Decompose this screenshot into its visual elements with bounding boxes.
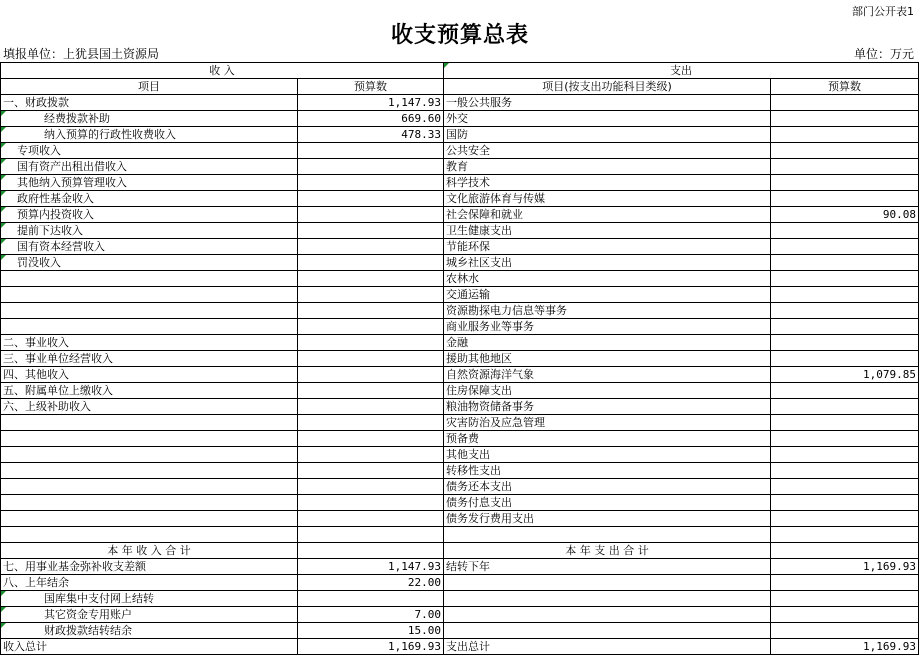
income-value-cell	[298, 287, 444, 303]
expense-item-cell: 转移性支出	[444, 463, 771, 479]
expense-item-cell	[444, 623, 771, 639]
expense-item-cell	[444, 591, 771, 607]
expense-value-cell	[771, 591, 919, 607]
income-value-cell	[298, 527, 444, 543]
income-item-cell	[1, 447, 298, 463]
expense-value-cell	[771, 447, 919, 463]
income-item-cell	[1, 319, 298, 335]
income-value-cell: 7.00	[298, 607, 444, 623]
table-row	[1, 191, 919, 207]
income-value-cell	[298, 463, 444, 479]
expense-value-cell	[771, 335, 919, 351]
income-value-cell	[298, 479, 444, 495]
column-header-row	[1, 79, 919, 95]
expense-item-cell: 债务发行费用支出	[444, 511, 771, 527]
table-row	[1, 463, 919, 479]
expense-item-cell: 一般公共服务	[444, 95, 771, 111]
income-section-header: 收 入	[1, 63, 444, 79]
income-item-cell: 经费拨款补助	[1, 111, 298, 127]
expense-item-cell: 教育	[444, 159, 771, 175]
expense-item-cell: 债务还本支出	[444, 479, 771, 495]
table-row	[1, 111, 919, 127]
income-value-cell	[298, 335, 444, 351]
income-item-cell: 七、用事业基金弥补收支差额	[1, 559, 298, 575]
income-value-cell	[298, 543, 444, 559]
expense-item-header: 项目(按支出功能科目类级)	[444, 79, 771, 95]
expense-item-cell: 粮油物资储备事务	[444, 399, 771, 415]
table-row	[1, 479, 919, 495]
table-row	[1, 383, 919, 399]
expense-value-cell	[771, 223, 919, 239]
income-value-cell	[298, 447, 444, 463]
income-value-cell: 478.33	[298, 127, 444, 143]
page-title: 收支预算总表	[390, 23, 529, 48]
expense-value-cell	[771, 255, 919, 271]
expense-value-cell	[771, 623, 919, 639]
table-row	[1, 575, 919, 591]
income-item-cell	[1, 431, 298, 447]
income-item-cell: 国有资本经营收入	[1, 239, 298, 255]
expense-value-cell	[771, 415, 919, 431]
expense-value-cell	[771, 111, 919, 127]
expense-value-cell	[771, 495, 919, 511]
table-row	[1, 543, 919, 559]
expense-value-cell	[771, 303, 919, 319]
income-value-cell: 15.00	[298, 623, 444, 639]
expense-item-cell: 援助其他地区	[444, 351, 771, 367]
income-value-cell	[298, 255, 444, 271]
expense-item-cell: 卫生健康支出	[444, 223, 771, 239]
expense-item-cell: 预备费	[444, 431, 771, 447]
expense-value-cell	[771, 95, 919, 111]
expense-item-cell: 节能环保	[444, 239, 771, 255]
expense-value-cell	[771, 351, 919, 367]
table-row	[1, 239, 919, 255]
income-value-cell	[298, 367, 444, 383]
table-row	[1, 335, 919, 351]
income-item-cell: 提前下达收入	[1, 223, 298, 239]
expense-item-cell: 支出总计	[444, 639, 771, 655]
expense-item-cell: 交通运输	[444, 287, 771, 303]
income-item-cell: 六、上级补助收入	[1, 399, 298, 415]
table-row	[1, 591, 919, 607]
income-item-cell	[1, 287, 298, 303]
table-row	[1, 287, 919, 303]
income-value-cell	[298, 511, 444, 527]
table-row	[1, 559, 919, 575]
table-row	[1, 255, 919, 271]
expense-value-cell	[771, 479, 919, 495]
income-item-cell: 政府性基金收入	[1, 191, 298, 207]
income-value-cell	[298, 223, 444, 239]
income-item-cell: 五、附属单位上缴收入	[1, 383, 298, 399]
expense-budget-header: 预算数	[771, 79, 919, 95]
table-row	[1, 623, 919, 639]
expense-item-cell: 自然资源海洋气象	[444, 367, 771, 383]
expense-item-cell: 农林水	[444, 271, 771, 287]
income-value-cell	[298, 271, 444, 287]
table-row	[1, 495, 919, 511]
expense-value-cell	[771, 271, 919, 287]
income-value-cell	[298, 175, 444, 191]
expense-value-cell	[771, 383, 919, 399]
expense-value-cell	[771, 287, 919, 303]
income-value-cell	[298, 303, 444, 319]
income-item-cell: 预算内投资收入	[1, 207, 298, 223]
table-row	[1, 319, 919, 335]
expense-value-cell	[771, 175, 919, 191]
table-row	[1, 447, 919, 463]
income-item-cell: 三、事业单位经营收入	[1, 351, 298, 367]
income-value-cell	[298, 239, 444, 255]
budget-table-body	[1, 63, 919, 655]
income-item-cell: 四、其他收入	[1, 367, 298, 383]
income-item-cell: 财政拨款结转结余	[1, 623, 298, 639]
table-row	[1, 399, 919, 415]
expense-item-cell	[444, 607, 771, 623]
income-item-cell	[1, 463, 298, 479]
expense-value-cell	[771, 127, 919, 143]
income-item-cell: 纳入预算的行政性收费收入	[1, 127, 298, 143]
income-value-cell	[298, 383, 444, 399]
income-value-cell: 1,147.93	[298, 95, 444, 111]
expense-value-cell: 1,079.85	[771, 367, 919, 383]
income-item-header: 项目	[1, 79, 298, 95]
income-budget-header: 预算数	[298, 79, 444, 95]
expense-item-cell: 债务付息支出	[444, 495, 771, 511]
income-item-cell	[1, 271, 298, 287]
income-item-cell	[1, 511, 298, 527]
expense-item-cell: 资源勘探电力信息等事务	[444, 303, 771, 319]
expense-value-cell	[771, 607, 919, 623]
section-header-row	[1, 63, 919, 79]
expense-value-cell	[771, 399, 919, 415]
income-item-cell: 其它资金专用账户	[1, 607, 298, 623]
table-row	[1, 175, 919, 191]
table-row	[1, 143, 919, 159]
expense-item-cell	[444, 527, 771, 543]
table-row	[1, 95, 919, 111]
table-row	[1, 415, 919, 431]
expense-value-cell	[771, 159, 919, 175]
income-item-cell: 收入总计	[1, 639, 298, 655]
income-value-cell	[298, 207, 444, 223]
table-row	[1, 511, 919, 527]
expense-value-cell	[771, 527, 919, 543]
income-item-cell: 国有资产出租出借收入	[1, 159, 298, 175]
income-value-cell	[298, 399, 444, 415]
expense-item-cell: 本 年 支 出 合 计	[444, 543, 771, 559]
expense-item-cell: 社会保障和就业	[444, 207, 771, 223]
table-row	[1, 207, 919, 223]
expense-value-cell	[771, 239, 919, 255]
expense-value-cell	[771, 431, 919, 447]
expense-item-cell: 结转下年	[444, 559, 771, 575]
table-row	[1, 271, 919, 287]
expense-item-cell: 住房保障支出	[444, 383, 771, 399]
expense-item-cell: 文化旅游体育与传媒	[444, 191, 771, 207]
expense-item-cell	[444, 575, 771, 591]
income-item-cell: 国库集中支付网上结转	[1, 591, 298, 607]
income-value-cell	[298, 159, 444, 175]
expense-value-cell	[771, 511, 919, 527]
income-value-cell	[298, 351, 444, 367]
income-item-cell	[1, 415, 298, 431]
income-value-cell: 1,147.93	[298, 559, 444, 575]
expense-item-cell: 商业服务业等事务	[444, 319, 771, 335]
expense-value-cell: 1,169.93	[771, 639, 919, 655]
expense-value-cell	[771, 575, 919, 591]
table-row	[1, 351, 919, 367]
income-item-cell: 专项收入	[1, 143, 298, 159]
income-value-cell: 22.00	[298, 575, 444, 591]
expense-value-cell	[771, 319, 919, 335]
filling-unit: 填报单位：上犹县国土资源局	[3, 47, 160, 61]
table-row	[1, 527, 919, 543]
table-row	[1, 367, 919, 383]
expense-item-cell: 其他支出	[444, 447, 771, 463]
table-row	[1, 607, 919, 623]
income-item-cell: 罚没收入	[1, 255, 298, 271]
table-number-label: 部门公开表1	[852, 5, 914, 18]
income-value-cell	[298, 591, 444, 607]
expense-value-cell: 90.08	[771, 207, 919, 223]
expense-item-cell: 城乡社区支出	[444, 255, 771, 271]
income-item-cell: 二、事业收入	[1, 335, 298, 351]
income-item-cell: 其他纳入预算管理收入	[1, 175, 298, 191]
table-row	[1, 159, 919, 175]
budget-table	[0, 62, 919, 655]
income-item-cell: 本 年 收 入 合 计	[1, 543, 298, 559]
income-value-cell	[298, 319, 444, 335]
expense-value-cell: 1,169.93	[771, 559, 919, 575]
expense-value-cell	[771, 463, 919, 479]
income-value-cell: 1,169.93	[298, 639, 444, 655]
expense-item-cell: 灾害防治及应急管理	[444, 415, 771, 431]
income-item-cell	[1, 303, 298, 319]
expense-value-cell	[771, 543, 919, 559]
income-item-cell	[1, 479, 298, 495]
expense-value-cell	[771, 191, 919, 207]
expense-value-cell	[771, 143, 919, 159]
table-row	[1, 223, 919, 239]
income-value-cell	[298, 495, 444, 511]
income-value-cell	[298, 191, 444, 207]
income-value-cell: 669.60	[298, 111, 444, 127]
table-row	[1, 127, 919, 143]
expense-item-cell: 国防	[444, 127, 771, 143]
income-value-cell	[298, 415, 444, 431]
expense-item-cell: 科学技术	[444, 175, 771, 191]
expense-section-header: 支出	[444, 63, 919, 79]
currency-unit: 单位：万元	[853, 47, 914, 61]
income-item-cell	[1, 527, 298, 543]
income-item-cell: 一、财政拨款	[1, 95, 298, 111]
expense-item-cell: 金融	[444, 335, 771, 351]
table-row	[1, 639, 919, 655]
table-row	[1, 431, 919, 447]
income-item-cell	[1, 495, 298, 511]
table-row	[1, 303, 919, 319]
expense-item-cell: 公共安全	[444, 143, 771, 159]
income-value-cell	[298, 143, 444, 159]
income-value-cell	[298, 431, 444, 447]
income-item-cell: 八、上年结余	[1, 575, 298, 591]
expense-item-cell: 外交	[444, 111, 771, 127]
